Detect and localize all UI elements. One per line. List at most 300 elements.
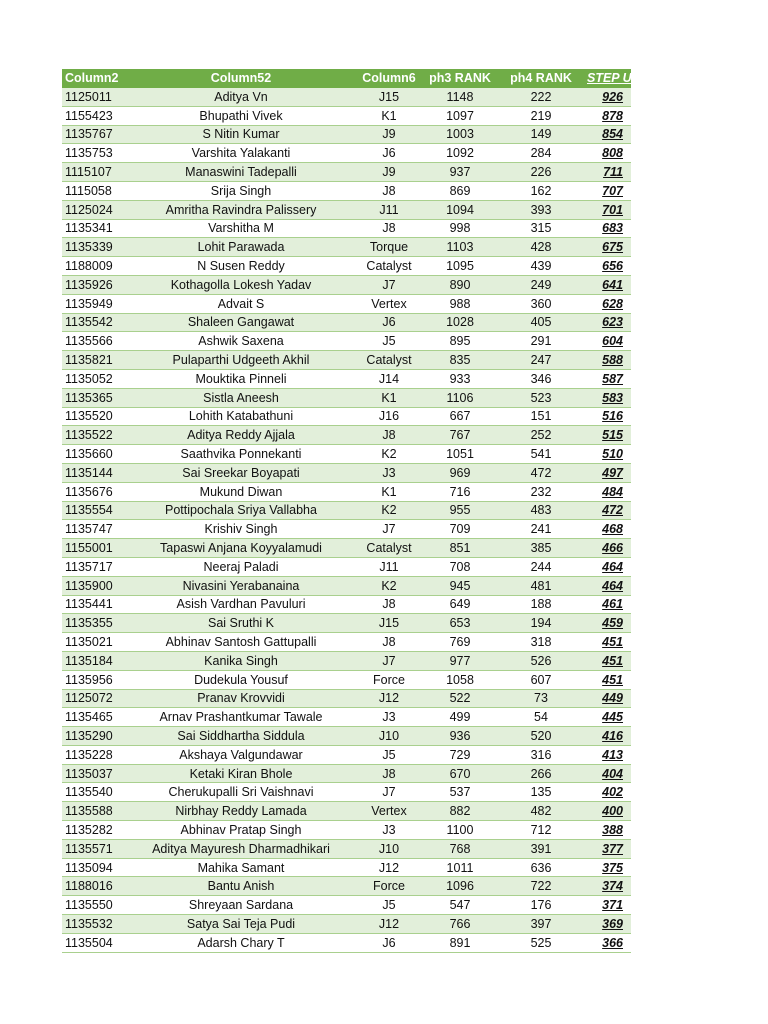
cell-column6[interactable]: J5	[356, 332, 422, 351]
cell-name[interactable]: Krishiv Singh	[126, 520, 356, 539]
cell-name[interactable]: Abhinav Santosh Gattupalli	[126, 633, 356, 652]
cell-id[interactable]: 1115107	[62, 163, 126, 182]
table-row	[62, 106, 631, 125]
table-row	[62, 275, 631, 294]
cell-ph4-rank[interactable]: 541	[498, 445, 584, 464]
cell-ph4-rank[interactable]: 219	[498, 106, 584, 125]
table-row	[62, 369, 631, 388]
table-row	[62, 313, 631, 332]
cell-name[interactable]: Nirbhay Reddy Lamada	[126, 802, 356, 821]
cell-ph4-rank[interactable]: 712	[498, 821, 584, 840]
cell-ph3-rank[interactable]: 1028	[422, 313, 498, 332]
cell-step-up[interactable]: 461	[584, 595, 631, 614]
cell-ph4-rank[interactable]: 266	[498, 764, 584, 783]
cell-column6[interactable]: J3	[356, 708, 422, 727]
cell-id[interactable]: 1125011	[62, 88, 126, 107]
cell-id[interactable]: 1135747	[62, 520, 126, 539]
cell-ph4-rank[interactable]: 241	[498, 520, 584, 539]
cell-step-up[interactable]: 878	[584, 106, 631, 125]
header-row	[62, 69, 631, 88]
cell-step-up[interactable]: 604	[584, 332, 631, 351]
cell-name[interactable]: Satya Sai Teja Pudi	[126, 915, 356, 934]
table-row	[62, 651, 631, 670]
cell-ph3-rank[interactable]: 499	[422, 708, 498, 727]
cell-ph3-rank[interactable]: 768	[422, 839, 498, 858]
cell-column6[interactable]: J5	[356, 896, 422, 915]
cell-column6[interactable]: J8	[356, 764, 422, 783]
header-ph3-rank[interactable]: ph3 RANK	[422, 69, 498, 88]
cell-ph4-rank[interactable]: 194	[498, 614, 584, 633]
cell-column6[interactable]: J3	[356, 463, 422, 482]
cell-ph4-rank[interactable]: 520	[498, 727, 584, 746]
cell-name[interactable]: Pottipochala Sriya Vallabha	[126, 501, 356, 520]
cell-column6[interactable]: J12	[356, 858, 422, 877]
cell-column6[interactable]: J8	[356, 219, 422, 238]
table-row	[62, 351, 631, 370]
cell-ph4-rank[interactable]: 391	[498, 839, 584, 858]
cell-id[interactable]: 1135821	[62, 351, 126, 370]
cell-name[interactable]: Asish Vardhan Pavuluri	[126, 595, 356, 614]
cell-step-up[interactable]: 413	[584, 745, 631, 764]
cell-name[interactable]: Srija Singh	[126, 181, 356, 200]
cell-ph3-rank[interactable]: 869	[422, 181, 498, 200]
cell-id[interactable]: 1135144	[62, 463, 126, 482]
cell-ph3-rank[interactable]: 882	[422, 802, 498, 821]
cell-ph3-rank[interactable]: 1058	[422, 670, 498, 689]
cell-name[interactable]: Varshitha M	[126, 219, 356, 238]
cell-ph3-rank[interactable]: 936	[422, 727, 498, 746]
cell-ph4-rank[interactable]: 249	[498, 275, 584, 294]
cell-name[interactable]: Manaswini Tadepalli	[126, 163, 356, 182]
cell-ph4-rank[interactable]: 73	[498, 689, 584, 708]
cell-column6[interactable]: J6	[356, 933, 422, 952]
cell-id[interactable]: 1135717	[62, 557, 126, 576]
cell-ph3-rank[interactable]: 708	[422, 557, 498, 576]
cell-ph4-rank[interactable]: 439	[498, 257, 584, 276]
cell-id[interactable]: 1135900	[62, 576, 126, 595]
cell-name[interactable]: Lohit Parawada	[126, 238, 356, 257]
cell-ph3-rank[interactable]: 933	[422, 369, 498, 388]
cell-id[interactable]: 1135355	[62, 614, 126, 633]
cell-name[interactable]: Sai Sreekar Boyapati	[126, 463, 356, 482]
cell-column6[interactable]: J8	[356, 633, 422, 652]
cell-ph4-rank[interactable]: 316	[498, 745, 584, 764]
cell-name[interactable]: Amritha Ravindra Palissery	[126, 200, 356, 219]
cell-step-up[interactable]: 388	[584, 821, 631, 840]
cell-ph4-rank[interactable]: 722	[498, 877, 584, 896]
cell-name[interactable]: Kothagolla Lokesh Yadav	[126, 275, 356, 294]
cell-id[interactable]: 1135504	[62, 933, 126, 952]
cell-column6[interactable]: K1	[356, 106, 422, 125]
cell-step-up[interactable]: 926	[584, 88, 631, 107]
cell-name[interactable]: Pranav Krovvidi	[126, 689, 356, 708]
cell-step-up[interactable]: 628	[584, 294, 631, 313]
cell-step-up[interactable]: 416	[584, 727, 631, 746]
cell-name[interactable]: Arnav Prashantkumar Tawale	[126, 708, 356, 727]
table-row	[62, 821, 631, 840]
cell-ph3-rank[interactable]: 1094	[422, 200, 498, 219]
cell-name[interactable]: Ashwik Saxena	[126, 332, 356, 351]
cell-step-up[interactable]: 707	[584, 181, 631, 200]
cell-column6[interactable]: J12	[356, 689, 422, 708]
cell-ph3-rank[interactable]: 937	[422, 163, 498, 182]
cell-step-up[interactable]: 683	[584, 219, 631, 238]
cell-step-up[interactable]: 445	[584, 708, 631, 727]
cell-id[interactable]: 1135465	[62, 708, 126, 727]
cell-ph4-rank[interactable]: 54	[498, 708, 584, 727]
cell-column6[interactable]: Catalyst	[356, 539, 422, 558]
cell-id[interactable]: 1135339	[62, 238, 126, 257]
cell-name[interactable]: Nivasini Yerabanaina	[126, 576, 356, 595]
cell-id[interactable]: 1135341	[62, 219, 126, 238]
cell-step-up[interactable]: 808	[584, 144, 631, 163]
cell-ph3-rank[interactable]: 522	[422, 689, 498, 708]
cell-id[interactable]: 1135956	[62, 670, 126, 689]
cell-column6[interactable]: J7	[356, 275, 422, 294]
cell-ph4-rank[interactable]: 405	[498, 313, 584, 332]
cell-id[interactable]: 1135660	[62, 445, 126, 464]
cell-step-up[interactable]: 516	[584, 407, 631, 426]
cell-ph3-rank[interactable]: 988	[422, 294, 498, 313]
cell-column6[interactable]: J15	[356, 88, 422, 107]
cell-step-up[interactable]: 459	[584, 614, 631, 633]
cell-id[interactable]: 1135550	[62, 896, 126, 915]
cell-id[interactable]: 1135184	[62, 651, 126, 670]
cell-id[interactable]: 1135540	[62, 783, 126, 802]
header-step-up[interactable]: STEP UP IN	[584, 69, 631, 88]
cell-ph3-rank[interactable]: 649	[422, 595, 498, 614]
cell-step-up[interactable]: 449	[584, 689, 631, 708]
header-column6[interactable]: Column6	[356, 69, 422, 88]
cell-id[interactable]: 1135228	[62, 745, 126, 764]
cell-step-up[interactable]: 656	[584, 257, 631, 276]
cell-name[interactable]: Bantu Anish	[126, 877, 356, 896]
cell-ph3-rank[interactable]: 1106	[422, 388, 498, 407]
header-column52[interactable]: Column52	[126, 69, 356, 88]
cell-ph3-rank[interactable]: 969	[422, 463, 498, 482]
cell-column6[interactable]: J10	[356, 727, 422, 746]
cell-ph3-rank[interactable]: 945	[422, 576, 498, 595]
cell-name[interactable]: Tapaswi Anjana Koyyalamudi	[126, 539, 356, 558]
cell-step-up[interactable]: 366	[584, 933, 631, 952]
cell-column6[interactable]: J8	[356, 426, 422, 445]
cell-column6[interactable]: J7	[356, 520, 422, 539]
cell-name[interactable]: Mahika Samant	[126, 858, 356, 877]
table-body	[62, 88, 631, 953]
cell-name[interactable]: Sistla Aneesh	[126, 388, 356, 407]
cell-column6[interactable]: J5	[356, 745, 422, 764]
cell-ph3-rank[interactable]: 1003	[422, 125, 498, 144]
cell-step-up[interactable]: 711	[584, 163, 631, 182]
cell-step-up[interactable]: 587	[584, 369, 631, 388]
cell-id[interactable]: 1135542	[62, 313, 126, 332]
cell-ph3-rank[interactable]: 537	[422, 783, 498, 802]
cell-name[interactable]: Lohith Katabathuni	[126, 407, 356, 426]
cell-step-up[interactable]: 451	[584, 670, 631, 689]
cell-ph4-rank[interactable]: 526	[498, 651, 584, 670]
cell-ph4-rank[interactable]: 360	[498, 294, 584, 313]
cell-ph4-rank[interactable]: 247	[498, 351, 584, 370]
cell-id[interactable]: 1135753	[62, 144, 126, 163]
cell-step-up[interactable]: 404	[584, 764, 631, 783]
table-row	[62, 595, 631, 614]
cell-ph4-rank[interactable]: 188	[498, 595, 584, 614]
cell-ph3-rank[interactable]: 1148	[422, 88, 498, 107]
cell-step-up[interactable]: 400	[584, 802, 631, 821]
cell-ph3-rank[interactable]: 895	[422, 332, 498, 351]
cell-name[interactable]: Mukund Diwan	[126, 482, 356, 501]
table-row	[62, 783, 631, 802]
cell-ph4-rank[interactable]: 346	[498, 369, 584, 388]
table-row	[62, 501, 631, 520]
cell-step-up[interactable]: 515	[584, 426, 631, 445]
cell-column6[interactable]: Vertex	[356, 802, 422, 821]
cell-id[interactable]: 1125072	[62, 689, 126, 708]
cell-id[interactable]: 1135566	[62, 332, 126, 351]
cell-ph4-rank[interactable]: 523	[498, 388, 584, 407]
cell-step-up[interactable]: 451	[584, 651, 631, 670]
cell-id[interactable]: 1135949	[62, 294, 126, 313]
cell-step-up[interactable]: 583	[584, 388, 631, 407]
cell-id[interactable]: 1135926	[62, 275, 126, 294]
cell-name[interactable]: Akshaya Valgundawar	[126, 745, 356, 764]
cell-ph4-rank[interactable]: 481	[498, 576, 584, 595]
cell-id[interactable]: 1135676	[62, 482, 126, 501]
table-row	[62, 445, 631, 464]
cell-id[interactable]: 1135767	[62, 125, 126, 144]
header-column2[interactable]: Column2	[62, 69, 126, 88]
cell-ph3-rank[interactable]: 955	[422, 501, 498, 520]
cell-name[interactable]: Advait S	[126, 294, 356, 313]
cell-id[interactable]: 1135588	[62, 802, 126, 821]
cell-column6[interactable]: Vertex	[356, 294, 422, 313]
cell-ph3-rank[interactable]: 890	[422, 275, 498, 294]
cell-ph3-rank[interactable]: 1011	[422, 858, 498, 877]
table-row	[62, 388, 631, 407]
cell-step-up[interactable]: 468	[584, 520, 631, 539]
cell-ph3-rank[interactable]: 670	[422, 764, 498, 783]
cell-column6[interactable]: J6	[356, 313, 422, 332]
cell-ph4-rank[interactable]: 135	[498, 783, 584, 802]
cell-ph3-rank[interactable]: 1051	[422, 445, 498, 464]
cell-ph3-rank[interactable]: 547	[422, 896, 498, 915]
cell-step-up[interactable]: 510	[584, 445, 631, 464]
cell-column6[interactable]: K2	[356, 576, 422, 595]
cell-name[interactable]: Ketaki Kiran Bhole	[126, 764, 356, 783]
cell-step-up[interactable]: 484	[584, 482, 631, 501]
cell-step-up[interactable]: 623	[584, 313, 631, 332]
cell-column6[interactable]: J15	[356, 614, 422, 633]
cell-column6[interactable]: Catalyst	[356, 257, 422, 276]
cell-name[interactable]: Aditya Vn	[126, 88, 356, 107]
cell-name[interactable]: Mouktika Pinneli	[126, 369, 356, 388]
cell-column6[interactable]: J11	[356, 557, 422, 576]
cell-column6[interactable]: K1	[356, 388, 422, 407]
cell-ph3-rank[interactable]: 851	[422, 539, 498, 558]
cell-ph3-rank[interactable]: 1097	[422, 106, 498, 125]
cell-id[interactable]: 1135520	[62, 407, 126, 426]
cell-column6[interactable]: J12	[356, 915, 422, 934]
cell-column6[interactable]: Force	[356, 877, 422, 896]
cell-step-up[interactable]: 641	[584, 275, 631, 294]
cell-ph4-rank[interactable]: 149	[498, 125, 584, 144]
cell-ph4-rank[interactable]: 525	[498, 933, 584, 952]
cell-ph4-rank[interactable]: 607	[498, 670, 584, 689]
cell-column6[interactable]: J14	[356, 369, 422, 388]
cell-name[interactable]: S Nitin Kumar	[126, 125, 356, 144]
cell-ph4-rank[interactable]: 162	[498, 181, 584, 200]
cell-ph4-rank[interactable]: 176	[498, 896, 584, 915]
cell-ph4-rank[interactable]: 428	[498, 238, 584, 257]
cell-name[interactable]: Kanika Singh	[126, 651, 356, 670]
cell-step-up[interactable]: 374	[584, 877, 631, 896]
cell-ph4-rank[interactable]: 636	[498, 858, 584, 877]
cell-column6[interactable]: J7	[356, 651, 422, 670]
cell-id[interactable]: 1135052	[62, 369, 126, 388]
cell-name[interactable]: Saathvika Ponnekanti	[126, 445, 356, 464]
cell-ph3-rank[interactable]: 769	[422, 633, 498, 652]
cell-id[interactable]: 1135094	[62, 858, 126, 877]
cell-ph4-rank[interactable]: 151	[498, 407, 584, 426]
cell-column6[interactable]: Force	[356, 670, 422, 689]
cell-step-up[interactable]: 464	[584, 557, 631, 576]
cell-ph4-rank[interactable]: 222	[498, 88, 584, 107]
cell-ph4-rank[interactable]: 397	[498, 915, 584, 934]
cell-step-up[interactable]: 588	[584, 351, 631, 370]
cell-ph4-rank[interactable]: 393	[498, 200, 584, 219]
cell-ph3-rank[interactable]: 729	[422, 745, 498, 764]
cell-column6[interactable]: J11	[356, 200, 422, 219]
table-row	[62, 238, 631, 257]
cell-ph4-rank[interactable]: 482	[498, 802, 584, 821]
cell-name[interactable]: Abhinav Pratap Singh	[126, 821, 356, 840]
cell-step-up[interactable]: 497	[584, 463, 631, 482]
cell-ph4-rank[interactable]: 385	[498, 539, 584, 558]
cell-step-up[interactable]: 466	[584, 539, 631, 558]
header-ph4-rank[interactable]: ph4 RANK	[498, 69, 584, 88]
cell-name[interactable]: Pulaparthi Udgeeth Akhil	[126, 351, 356, 370]
cell-name[interactable]: Cherukupalli Sri Vaishnavi	[126, 783, 356, 802]
cell-id[interactable]: 1125024	[62, 200, 126, 219]
cell-column6[interactable]: Catalyst	[356, 351, 422, 370]
cell-step-up[interactable]: 701	[584, 200, 631, 219]
cell-ph3-rank[interactable]: 835	[422, 351, 498, 370]
cell-id[interactable]: 1135021	[62, 633, 126, 652]
cell-name[interactable]: Shaleen Gangawat	[126, 313, 356, 332]
cell-ph4-rank[interactable]: 483	[498, 501, 584, 520]
cell-ph3-rank[interactable]: 1092	[422, 144, 498, 163]
cell-step-up[interactable]: 854	[584, 125, 631, 144]
cell-id[interactable]: 1188009	[62, 257, 126, 276]
cell-ph4-rank[interactable]: 291	[498, 332, 584, 351]
cell-ph3-rank[interactable]: 766	[422, 915, 498, 934]
cell-ph3-rank[interactable]: 1103	[422, 238, 498, 257]
cell-name[interactable]: Dudekula Yousuf	[126, 670, 356, 689]
cell-step-up[interactable]: 675	[584, 238, 631, 257]
cell-column6[interactable]: J10	[356, 839, 422, 858]
cell-ph3-rank[interactable]: 653	[422, 614, 498, 633]
cell-ph4-rank[interactable]: 284	[498, 144, 584, 163]
cell-id[interactable]: 1188016	[62, 877, 126, 896]
cell-id[interactable]: 1155423	[62, 106, 126, 125]
cell-ph3-rank[interactable]: 709	[422, 520, 498, 539]
cell-id[interactable]: 1135441	[62, 595, 126, 614]
cell-name[interactable]: Adarsh Chary T	[126, 933, 356, 952]
cell-column6[interactable]: J8	[356, 181, 422, 200]
cell-ph3-rank[interactable]: 667	[422, 407, 498, 426]
cell-ph4-rank[interactable]: 315	[498, 219, 584, 238]
cell-name[interactable]: Shreyaan Sardana	[126, 896, 356, 915]
cell-ph3-rank[interactable]: 1095	[422, 257, 498, 276]
cell-column6[interactable]: J6	[356, 144, 422, 163]
cell-step-up[interactable]: 377	[584, 839, 631, 858]
cell-column6[interactable]: J3	[356, 821, 422, 840]
cell-ph3-rank[interactable]: 1096	[422, 877, 498, 896]
cell-name[interactable]: Aditya Mayuresh Dharmadhikari	[126, 839, 356, 858]
cell-ph3-rank[interactable]: 977	[422, 651, 498, 670]
cell-ph4-rank[interactable]: 252	[498, 426, 584, 445]
cell-ph4-rank[interactable]: 232	[498, 482, 584, 501]
cell-ph4-rank[interactable]: 226	[498, 163, 584, 182]
cell-name[interactable]: Sai Sruthi K	[126, 614, 356, 633]
table-row	[62, 219, 631, 238]
cell-column6[interactable]: J9	[356, 163, 422, 182]
table-row	[62, 407, 631, 426]
cell-column6[interactable]: K2	[356, 445, 422, 464]
cell-step-up[interactable]: 464	[584, 576, 631, 595]
cell-id[interactable]: 1135037	[62, 764, 126, 783]
cell-id[interactable]: 1135290	[62, 727, 126, 746]
cell-column6[interactable]: J16	[356, 407, 422, 426]
cell-step-up[interactable]: 402	[584, 783, 631, 802]
cell-id[interactable]: 1135571	[62, 839, 126, 858]
cell-name[interactable]: Bhupathi Vivek	[126, 106, 356, 125]
cell-id[interactable]: 1135554	[62, 501, 126, 520]
cell-column6[interactable]: J8	[356, 595, 422, 614]
cell-column6[interactable]: K2	[356, 501, 422, 520]
cell-step-up[interactable]: 369	[584, 915, 631, 934]
cell-column6[interactable]: Torque	[356, 238, 422, 257]
cell-step-up[interactable]: 375	[584, 858, 631, 877]
cell-column6[interactable]: K1	[356, 482, 422, 501]
cell-id[interactable]: 1135532	[62, 915, 126, 934]
cell-ph4-rank[interactable]: 472	[498, 463, 584, 482]
cell-name[interactable]: Varshita Yalakanti	[126, 144, 356, 163]
cell-id[interactable]: 1135365	[62, 388, 126, 407]
cell-name[interactable]: N Susen Reddy	[126, 257, 356, 276]
cell-id[interactable]: 1115058	[62, 181, 126, 200]
cell-ph3-rank[interactable]: 998	[422, 219, 498, 238]
cell-id[interactable]: 1155001	[62, 539, 126, 558]
cell-ph3-rank[interactable]: 767	[422, 426, 498, 445]
cell-step-up[interactable]: 451	[584, 633, 631, 652]
cell-id[interactable]: 1135522	[62, 426, 126, 445]
cell-name[interactable]: Neeraj Paladi	[126, 557, 356, 576]
cell-ph4-rank[interactable]: 318	[498, 633, 584, 652]
cell-step-up[interactable]: 472	[584, 501, 631, 520]
table-row	[62, 125, 631, 144]
cell-ph3-rank[interactable]: 1100	[422, 821, 498, 840]
cell-step-up[interactable]: 371	[584, 896, 631, 915]
cell-ph4-rank[interactable]: 244	[498, 557, 584, 576]
cell-ph3-rank[interactable]: 716	[422, 482, 498, 501]
cell-column6[interactable]: J9	[356, 125, 422, 144]
cell-ph3-rank[interactable]: 891	[422, 933, 498, 952]
cell-id[interactable]: 1135282	[62, 821, 126, 840]
cell-name[interactable]: Aditya Reddy Ajjala	[126, 426, 356, 445]
cell-column6[interactable]: J7	[356, 783, 422, 802]
cell-name[interactable]: Sai Siddhartha Siddula	[126, 727, 356, 746]
